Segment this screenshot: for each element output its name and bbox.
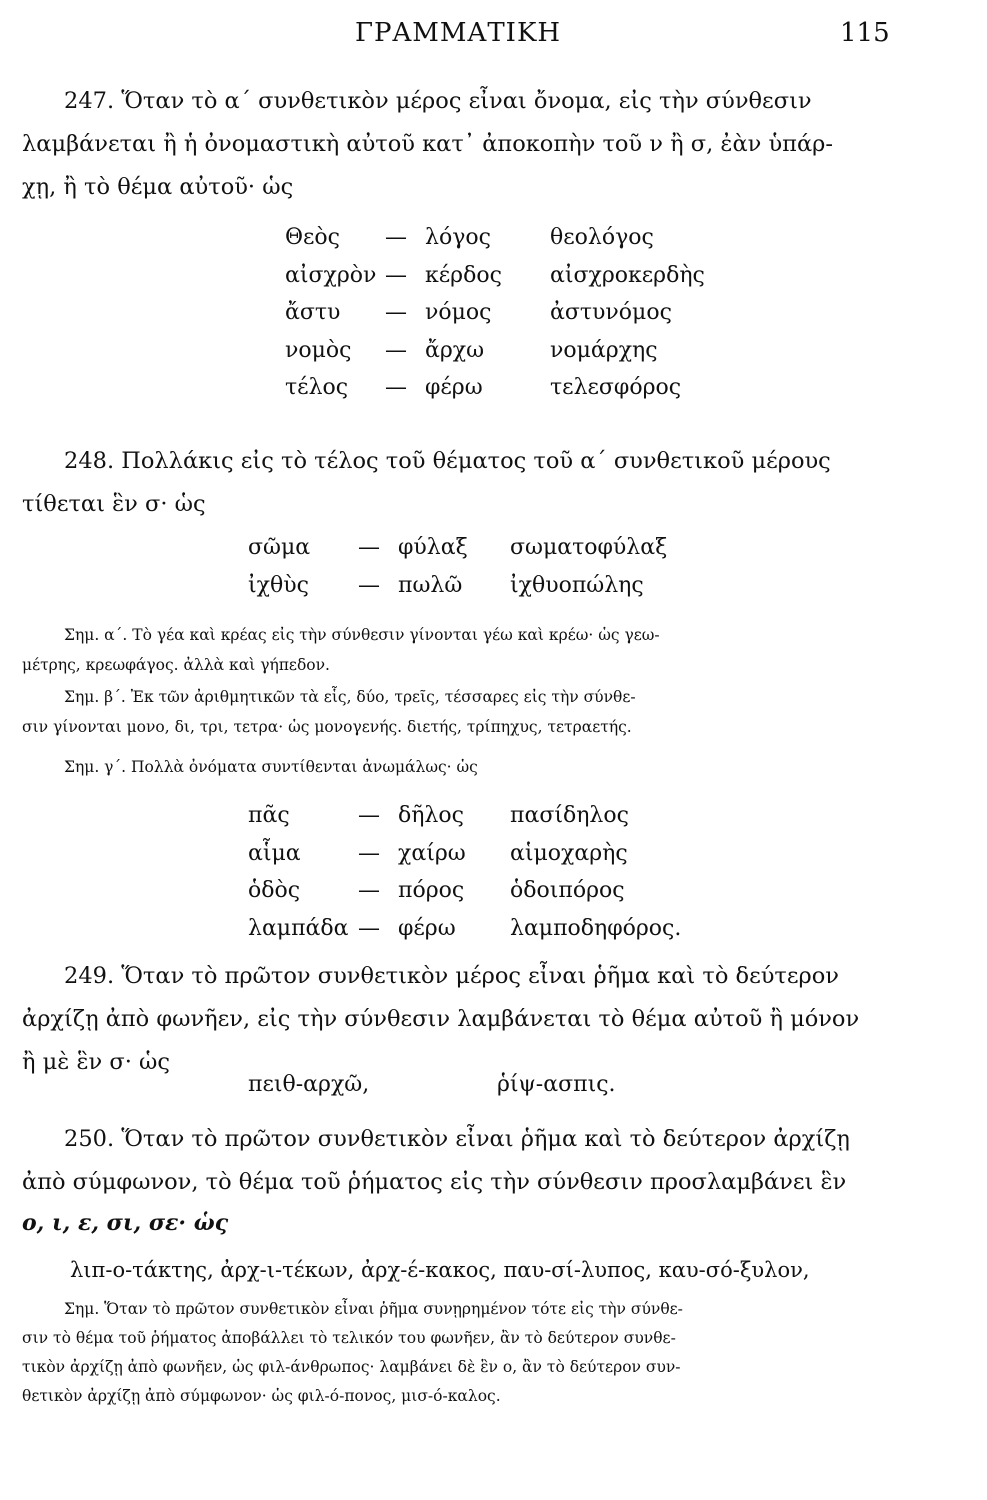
page-number: 115	[840, 18, 890, 48]
dash: —	[385, 262, 407, 288]
section-248-text	[22, 440, 967, 526]
dash: —	[385, 337, 407, 363]
first-word: λαμπάδα	[248, 915, 349, 941]
text-line: 249. Ὅταν τὸ πρῶτον συνθετικὸν μέρος εἶναι ῥῆμα καὶ τὸ δεύτερον	[64, 963, 839, 989]
dash: —	[385, 225, 407, 250]
second-word: λόγος	[425, 225, 491, 250]
connecting-vowels	[22, 1210, 228, 1236]
text-line: ἀπὸ σύμφωνον, τὸ θέμα τοῦ ῥήματος εἰς τὴν σύνθεσιν προσλαμβάνει ἓν	[22, 1169, 847, 1195]
example-peitharcho: πειθ-αρχῶ,	[248, 1072, 370, 1097]
section-247-text	[22, 80, 967, 209]
text-line: χῃ, ἢ τὸ θέμα αὐτοῦ· ὡς	[22, 174, 294, 200]
note-line: Σημ. β΄. Ἐκ τῶν ἀριθμητικῶν τὰ εἷς, δύο, τρεῖς, τέσσαρες εἰς τὴν σύνθε-	[64, 688, 636, 706]
note-line: τικὸν ἀρχίζῃ ἀπὸ φωνῆεν, ὡς φιλ-άνθρωπος· λαμβάνει δὲ ἓν ο, ἂν τὸ δεύτερον συν-	[22, 1358, 681, 1376]
dash: —	[385, 300, 407, 325]
compound-word: τελεσφόρος	[550, 375, 682, 400]
example-ripsaspis: ῥίψ-ασπις.	[497, 1072, 616, 1097]
compound-word: ἰχθυοπώλης	[510, 572, 644, 598]
note-line: Σημ. γ΄. Πολλὰ ὀνόματα συντίθενται ἀνωμάλως· ὡς	[64, 758, 478, 776]
dash: —	[358, 878, 380, 903]
note-line: Σημ. Ὅταν τὸ πρῶτον συνθετικὸν εἶναι ῥῆμα συνῃρημένον τότε εἰς τὴν σύνθε-	[64, 1300, 683, 1318]
first-word: ὁδὸς	[248, 878, 301, 903]
second-word: χαίρω	[398, 840, 466, 866]
note-line: μέτρης, κρεωφάγος. ἀλλὰ καὶ γήπεδον.	[22, 656, 330, 674]
text-line: 248. Πολλάκις εἰς τὸ τέλος τοῦ θέματος τοῦ α΄ συνθετικοῦ μέρους	[64, 448, 831, 474]
second-word: φύλαξ	[398, 535, 468, 560]
text-line: ἀρχίζῃ ἀπὸ φωνῆεν, εἰς τὴν σύνθεσιν λαμβάνεται τὸ θέμα αὐτοῦ ἢ μόνον	[22, 1006, 860, 1032]
text-line: λαμβάνεται ἢ ἡ ὀνομαστικὴ αὐτοῦ κατ᾽ ἀποκοπὴν τοῦ ν ἢ σ, ἐὰν ὑπάρ-	[22, 131, 833, 157]
section-250-examples: λιπ-ο-τάκτης, ἀρχ-ι-τέκων, ἀρχ-έ-κακος, παυ-σί-λυπος, καυ-σό-ξυλον,	[70, 1258, 810, 1282]
first-word: τέλος	[285, 375, 349, 400]
compound-word: ἀστυνόμος	[550, 300, 672, 325]
running-header-title: ΓΡΑΜΜΑΤΙΚΗ	[355, 18, 562, 48]
first-word: ἰχθὺς	[248, 572, 309, 598]
compound-word: θεολόγος	[550, 225, 654, 250]
section-250-text	[22, 1118, 967, 1204]
text-line: 247. Ὅταν τὸ α΄ συνθετικὸν μέρος εἶναι ὄνομα, εἰς τὴν σύνθεσιν	[64, 88, 812, 114]
note-line: σιν γίνονται μονο, δι, τρι, τετρα· ὡς μονογενής. διετής, τρίπηχυς, τετραετής.	[22, 718, 632, 736]
note-line: θετικὸν ἀρχίζῃ ἀπὸ σύμφωνον· ὡς φιλ-ό-πονος, μισ-ό-καλος.	[22, 1387, 501, 1405]
compound-word: λαμποδηφόρος.	[510, 915, 682, 941]
compound-word: σωματοφύλαξ	[510, 535, 668, 560]
compound-word: ὁδοιπόρος	[510, 878, 625, 903]
compound-word: νομάρχης	[550, 337, 658, 363]
second-word: φέρω	[425, 375, 483, 400]
first-word: νομὸς	[285, 337, 352, 363]
compound-word: αἱμοχαρὴς	[510, 840, 628, 866]
note-alpha	[22, 620, 967, 680]
second-word: φέρω	[398, 915, 456, 941]
first-word: σῶμα	[248, 535, 311, 560]
text-line: ἢ μὲ ἓν σ· ὡς	[22, 1049, 170, 1075]
note-gamma	[22, 752, 967, 782]
note-line: Σημ. α΄. Τὸ γέα καὶ κρέας εἰς τὴν σύνθεσιν γίνονται γέω καὶ κρέω· ὡς γεω-	[64, 626, 660, 644]
second-word: δῆλος	[398, 803, 464, 828]
dash: —	[358, 803, 380, 828]
letters-list: ο, ι, ε, σι, σε· ὡς	[22, 1210, 229, 1236]
first-word: αἰσχρὸν	[285, 262, 377, 288]
compound-word: πασίδηλος	[510, 803, 629, 828]
note-beta	[22, 682, 967, 742]
first-word: Θεὸς	[285, 225, 340, 250]
dash: —	[358, 840, 380, 866]
first-word: ἄστυ	[285, 300, 341, 325]
first-word: πᾶς	[248, 803, 290, 828]
dash: —	[358, 572, 380, 598]
second-word: κέρδος	[425, 262, 502, 288]
note-line: σιν τὸ θέμα τοῦ ῥήματος ἀποβάλλει τὸ τελικόν του φωνῆεν, ἂν τὸ δεύτερον συνθε-	[22, 1329, 676, 1347]
second-word: ἄρχω	[425, 337, 485, 363]
compound-word: αἰσχροκερδὴς	[550, 262, 705, 288]
dash: —	[385, 375, 407, 400]
second-word: νόμος	[425, 300, 492, 325]
final-note	[22, 1295, 967, 1411]
dash: —	[358, 535, 380, 560]
text-line: τίθεται ἓν σ· ὡς	[22, 491, 206, 517]
second-word: πωλῶ	[398, 572, 463, 598]
text-line: 250. Ὅταν τὸ πρῶτον συνθετικὸν εἶναι ῥῆμα καὶ τὸ δεύτερον ἀρχίζῃ	[64, 1126, 850, 1152]
section-249-text	[22, 955, 967, 1084]
second-word: πόρος	[398, 878, 465, 903]
first-word: αἷμα	[248, 840, 301, 866]
dash: —	[358, 915, 380, 941]
